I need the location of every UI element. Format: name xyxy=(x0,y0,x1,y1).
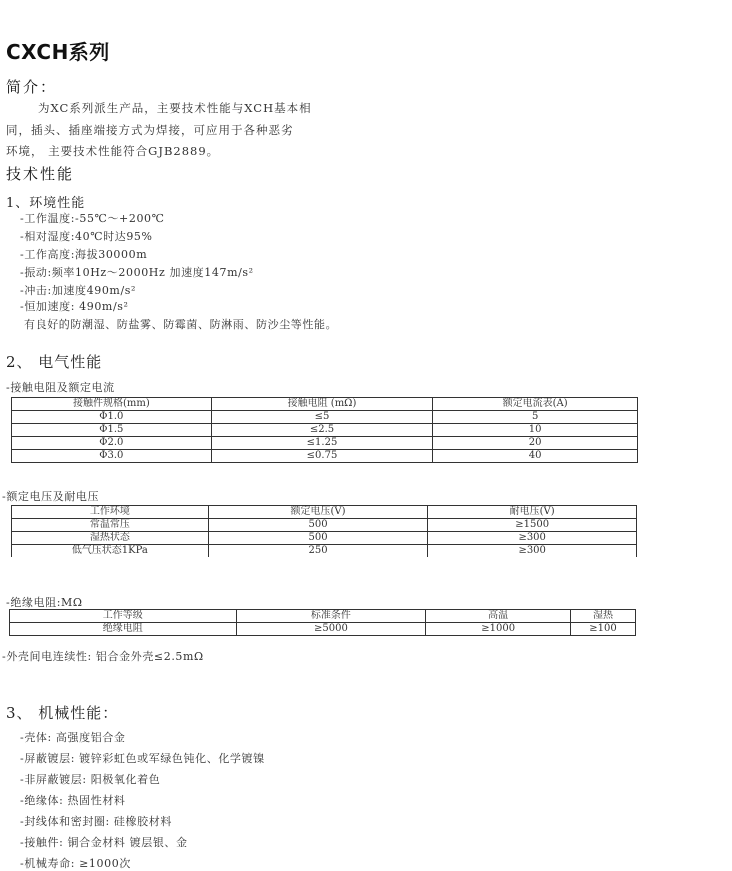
table-header-row xyxy=(12,398,638,411)
env-note: 有良好的防潮湿、防盐雾、防霉菌、防淋雨、防沙尘等性能。 xyxy=(24,318,338,331)
elec-heading: 2、 电气性能 xyxy=(6,353,103,371)
table-row xyxy=(12,424,638,437)
mech-item: -屏蔽镀层: 镀锌彩虹色或军绿色钝化、化学镀镍 xyxy=(20,752,265,765)
table-row xyxy=(12,532,637,545)
table-cell: ≥5000 xyxy=(236,623,426,636)
table-header-row xyxy=(12,506,637,519)
table-row xyxy=(12,545,637,558)
intro-heading: 简介： xyxy=(6,78,58,96)
table-cell: 500 xyxy=(208,519,428,532)
table-cell: 常温常压 xyxy=(12,519,209,532)
table-cell: Φ2.0 xyxy=(12,437,212,450)
table-cell: ≥300 xyxy=(428,545,637,558)
table-header-cell: 额定电压(V) xyxy=(208,506,428,519)
table-header-cell: 耐电压(V) xyxy=(428,506,637,519)
voltage-caption: -额定电压及耐电压 xyxy=(2,490,100,503)
intro-line: 环境， 主要技术性能符合GJB2889。 xyxy=(6,144,220,158)
contact-table xyxy=(11,397,638,463)
table-cell: 10 xyxy=(433,424,638,437)
table-cell: 500 xyxy=(208,532,428,545)
intro-line: 为XC系列派生产品，主要技术性能与XCH基本相 xyxy=(38,101,312,115)
table-row xyxy=(12,450,638,463)
env-heading: 1、环境性能 xyxy=(6,196,86,211)
table-cell: ≥100 xyxy=(571,623,636,636)
env-item: -振动:频率10Hz～2000Hz 加速度147m/s² xyxy=(20,266,254,279)
table-cell: ≤0.75 xyxy=(211,450,433,463)
table-header-cell: 标准条件 xyxy=(236,610,426,623)
voltage-table-wrap xyxy=(11,505,637,565)
table-cell: ≤2.5 xyxy=(211,424,433,437)
mech-heading: 3、 机械性能： xyxy=(6,704,119,722)
table-cell: 40 xyxy=(433,450,638,463)
table-header-cell: 额定电流表(A) xyxy=(433,398,638,411)
table-header-cell: 高温 xyxy=(426,610,571,623)
insulation-caption: -绝缘电阻:MΩ xyxy=(6,596,83,609)
mech-item: -绝缘体: 热固性材料 xyxy=(20,794,126,807)
env-item: -相对湿度:40℃时达95% xyxy=(20,230,153,243)
tech-heading: 技术性能 xyxy=(6,165,75,183)
contact-caption: -接触电阻及额定电流 xyxy=(6,381,115,394)
env-item: -工作温度:-55℃～+200℃ xyxy=(20,212,165,225)
table-row xyxy=(12,519,637,532)
table-cell: ≤1.25 xyxy=(211,437,433,450)
table-row xyxy=(10,623,636,636)
table-header-cell: 工作环境 xyxy=(12,506,209,519)
mech-item: -壳体: 高强度铝合金 xyxy=(20,731,126,744)
table-row xyxy=(12,437,638,450)
table-row xyxy=(12,411,638,424)
table-cell: ≥300 xyxy=(428,532,637,545)
table-header-cell: 工作等级 xyxy=(10,610,237,623)
table-header-cell: 接触件规格(mm) xyxy=(12,398,212,411)
voltage-table xyxy=(11,505,637,557)
table-header-cell: 湿热 xyxy=(571,610,636,623)
table-cell: 250 xyxy=(208,545,428,558)
mech-item: -非屏蔽镀层: 阳极氧化着色 xyxy=(20,773,161,786)
env-item: -恒加速度: 490m/s² xyxy=(20,300,129,313)
insulation-table xyxy=(9,609,636,636)
intro-line: 同，插头、插座端接方式为焊接，可应用于各种恶劣 xyxy=(6,123,294,137)
table-cell: 5 xyxy=(433,411,638,424)
mech-item: -封线体和密封圈: 硅橡胶材料 xyxy=(20,815,172,828)
table-cell: ≤5 xyxy=(211,411,433,424)
table-cell: Φ1.0 xyxy=(12,411,212,424)
table-cell: Φ3.0 xyxy=(12,450,212,463)
env-item: -工作高度:海拔30000m xyxy=(20,248,148,261)
table-cell: ≥1000 xyxy=(426,623,571,636)
table-cell: ≥1500 xyxy=(428,519,637,532)
table-header-row xyxy=(10,610,636,623)
page-title: CXCH系列 xyxy=(6,40,110,64)
table-cell: 20 xyxy=(433,437,638,450)
mech-item: -机械寿命: ≥1000次 xyxy=(20,857,131,870)
table-cell: 绝缘电阻 xyxy=(10,623,237,636)
shell-continuity: -外壳间电连续性: 铝合金外壳≤2.5mΩ xyxy=(2,650,204,663)
mech-item: -接触件: 铜合金材料 镀层银、金 xyxy=(20,836,188,849)
table-header-cell: 接触电阻 (mΩ) xyxy=(211,398,433,411)
env-item: -冲击:加速度490m/s² xyxy=(20,284,137,297)
table-cell: 低气压状态1KPa xyxy=(12,545,209,558)
table-cell: Φ1.5 xyxy=(12,424,212,437)
table-cell: 湿热状态 xyxy=(12,532,209,545)
